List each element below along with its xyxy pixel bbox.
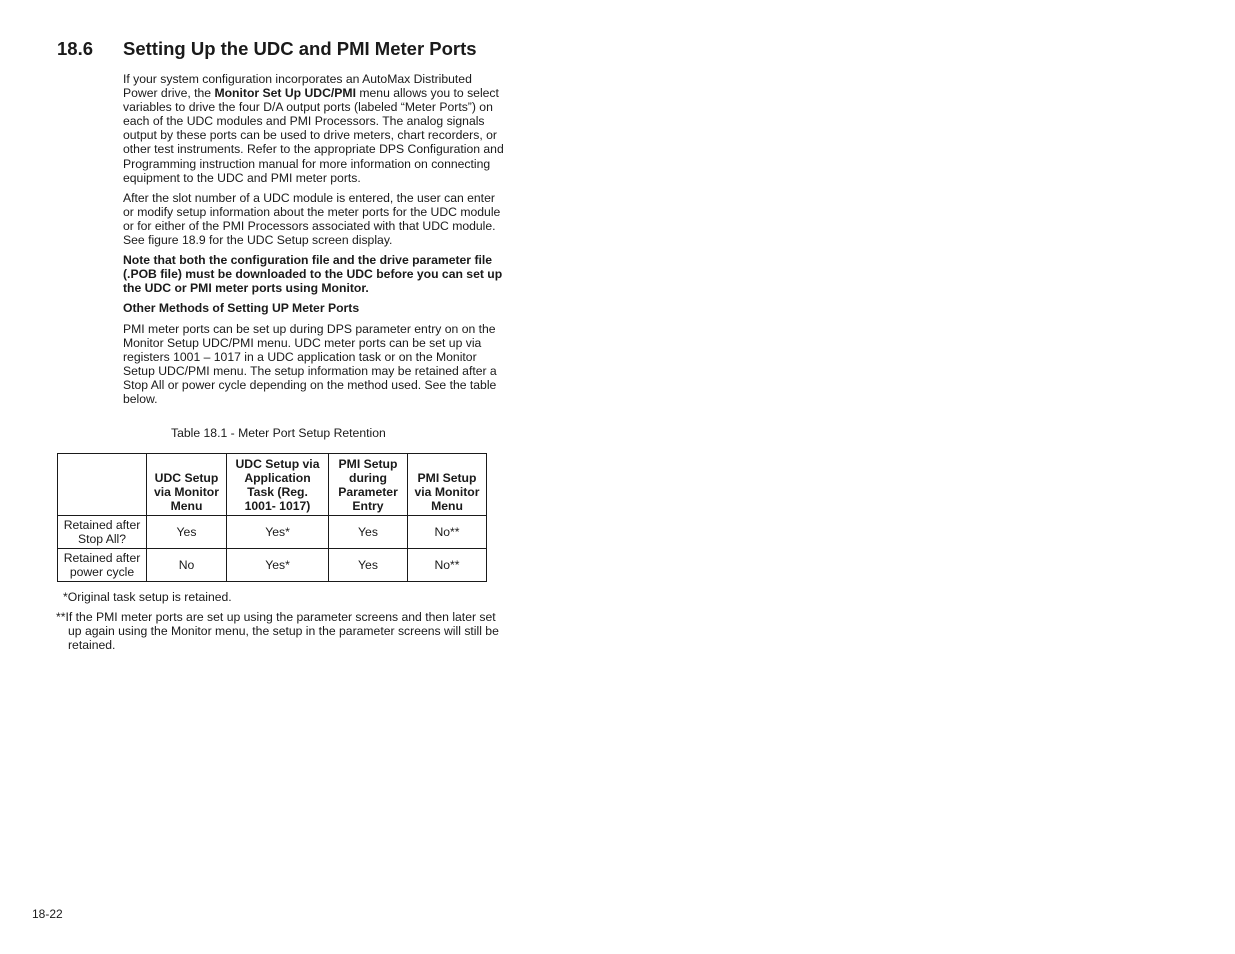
table-cell: Yes*	[227, 516, 329, 549]
header-cell: PMI Setup during Parameter Entry	[329, 454, 408, 516]
table-cell: Yes	[147, 516, 227, 549]
retention-table	[57, 453, 487, 582]
table-caption: Table 18.1 - Meter Port Setup Retention	[171, 426, 386, 440]
table-cell: Yes*	[227, 549, 329, 582]
subheading: Other Methods of Setting UP Meter Ports	[123, 301, 360, 316]
footnote-single-star: *Original task setup is retained.	[63, 590, 232, 604]
header-cell	[58, 454, 147, 516]
download-note: Note that both the configuration file and the drive parameter file (.POB file) must be downloaded to the UDC before you can set up the UDC or PMI meter ports using Monitor.	[123, 253, 503, 296]
table-cell: Yes	[329, 549, 408, 582]
table-row	[58, 516, 487, 549]
intro-paragraph: If your system configuration incorporates an AutoMax Distributed Power drive, the Monitor Set Up UDC/PMI menu allows you to select variables to drive the four D/A output ports (labeled “Meter Ports”) on each of the UDC modules and PMI Processors. The analog signals output by these ports can be used to drive meters, chart recorders, or other test instruments. Refer to the appropriate DPS Configuration and Programming instruction manual for more information on connecting equipment to the UDC and PMI meter ports.	[123, 72, 504, 185]
header-cell: UDC Setup via Application Task (Reg. 1001- 1017)	[227, 454, 329, 516]
row-label-cell: Retained after power cycle	[58, 549, 147, 582]
menu-name: Monitor Set Up UDC/PMI	[214, 86, 356, 101]
row-label-cell: Retained after Stop All?	[58, 516, 147, 549]
section-title: Setting Up the UDC and PMI Meter Ports	[123, 38, 477, 59]
slot-paragraph: After the slot number of a UDC module is entered, the user can enter or modify setup information about the meter ports for the UDC module or for either of the PMI Processors associated with that UDC module. See figure 18.9 for the UDC Setup screen display.	[123, 190, 501, 248]
table-header-row	[58, 454, 487, 516]
body-text	[123, 72, 509, 412]
page-number: 18-22	[32, 907, 63, 921]
header-cell: PMI Setup via Monitor Menu	[408, 454, 487, 516]
table-cell: No	[147, 549, 227, 582]
footnote-double-star: **If the PMI meter ports are set up using the parameter screens and then later set up again using the Monitor menu, the setup in the parameter screens will still be retained.	[56, 610, 499, 653]
methods-paragraph: PMI meter ports can be set up during DPS parameter entry on on the Monitor Setup UDC/PMI menu. UDC meter ports can be set up via registers 1001 – 1017 in a UDC application task or on the Monitor Setup UDC/PMI menu. The setup information may be retained after a Stop All or power cycle depending on the method used. See the table below.	[123, 321, 497, 406]
section-heading	[57, 38, 477, 60]
table-cell: No**	[408, 549, 487, 582]
table-cell: No**	[408, 516, 487, 549]
table-row	[58, 549, 487, 582]
section-number: 18.6	[57, 38, 94, 59]
table-cell: Yes	[329, 516, 408, 549]
header-cell: UDC Setup via Monitor Menu	[147, 454, 227, 516]
